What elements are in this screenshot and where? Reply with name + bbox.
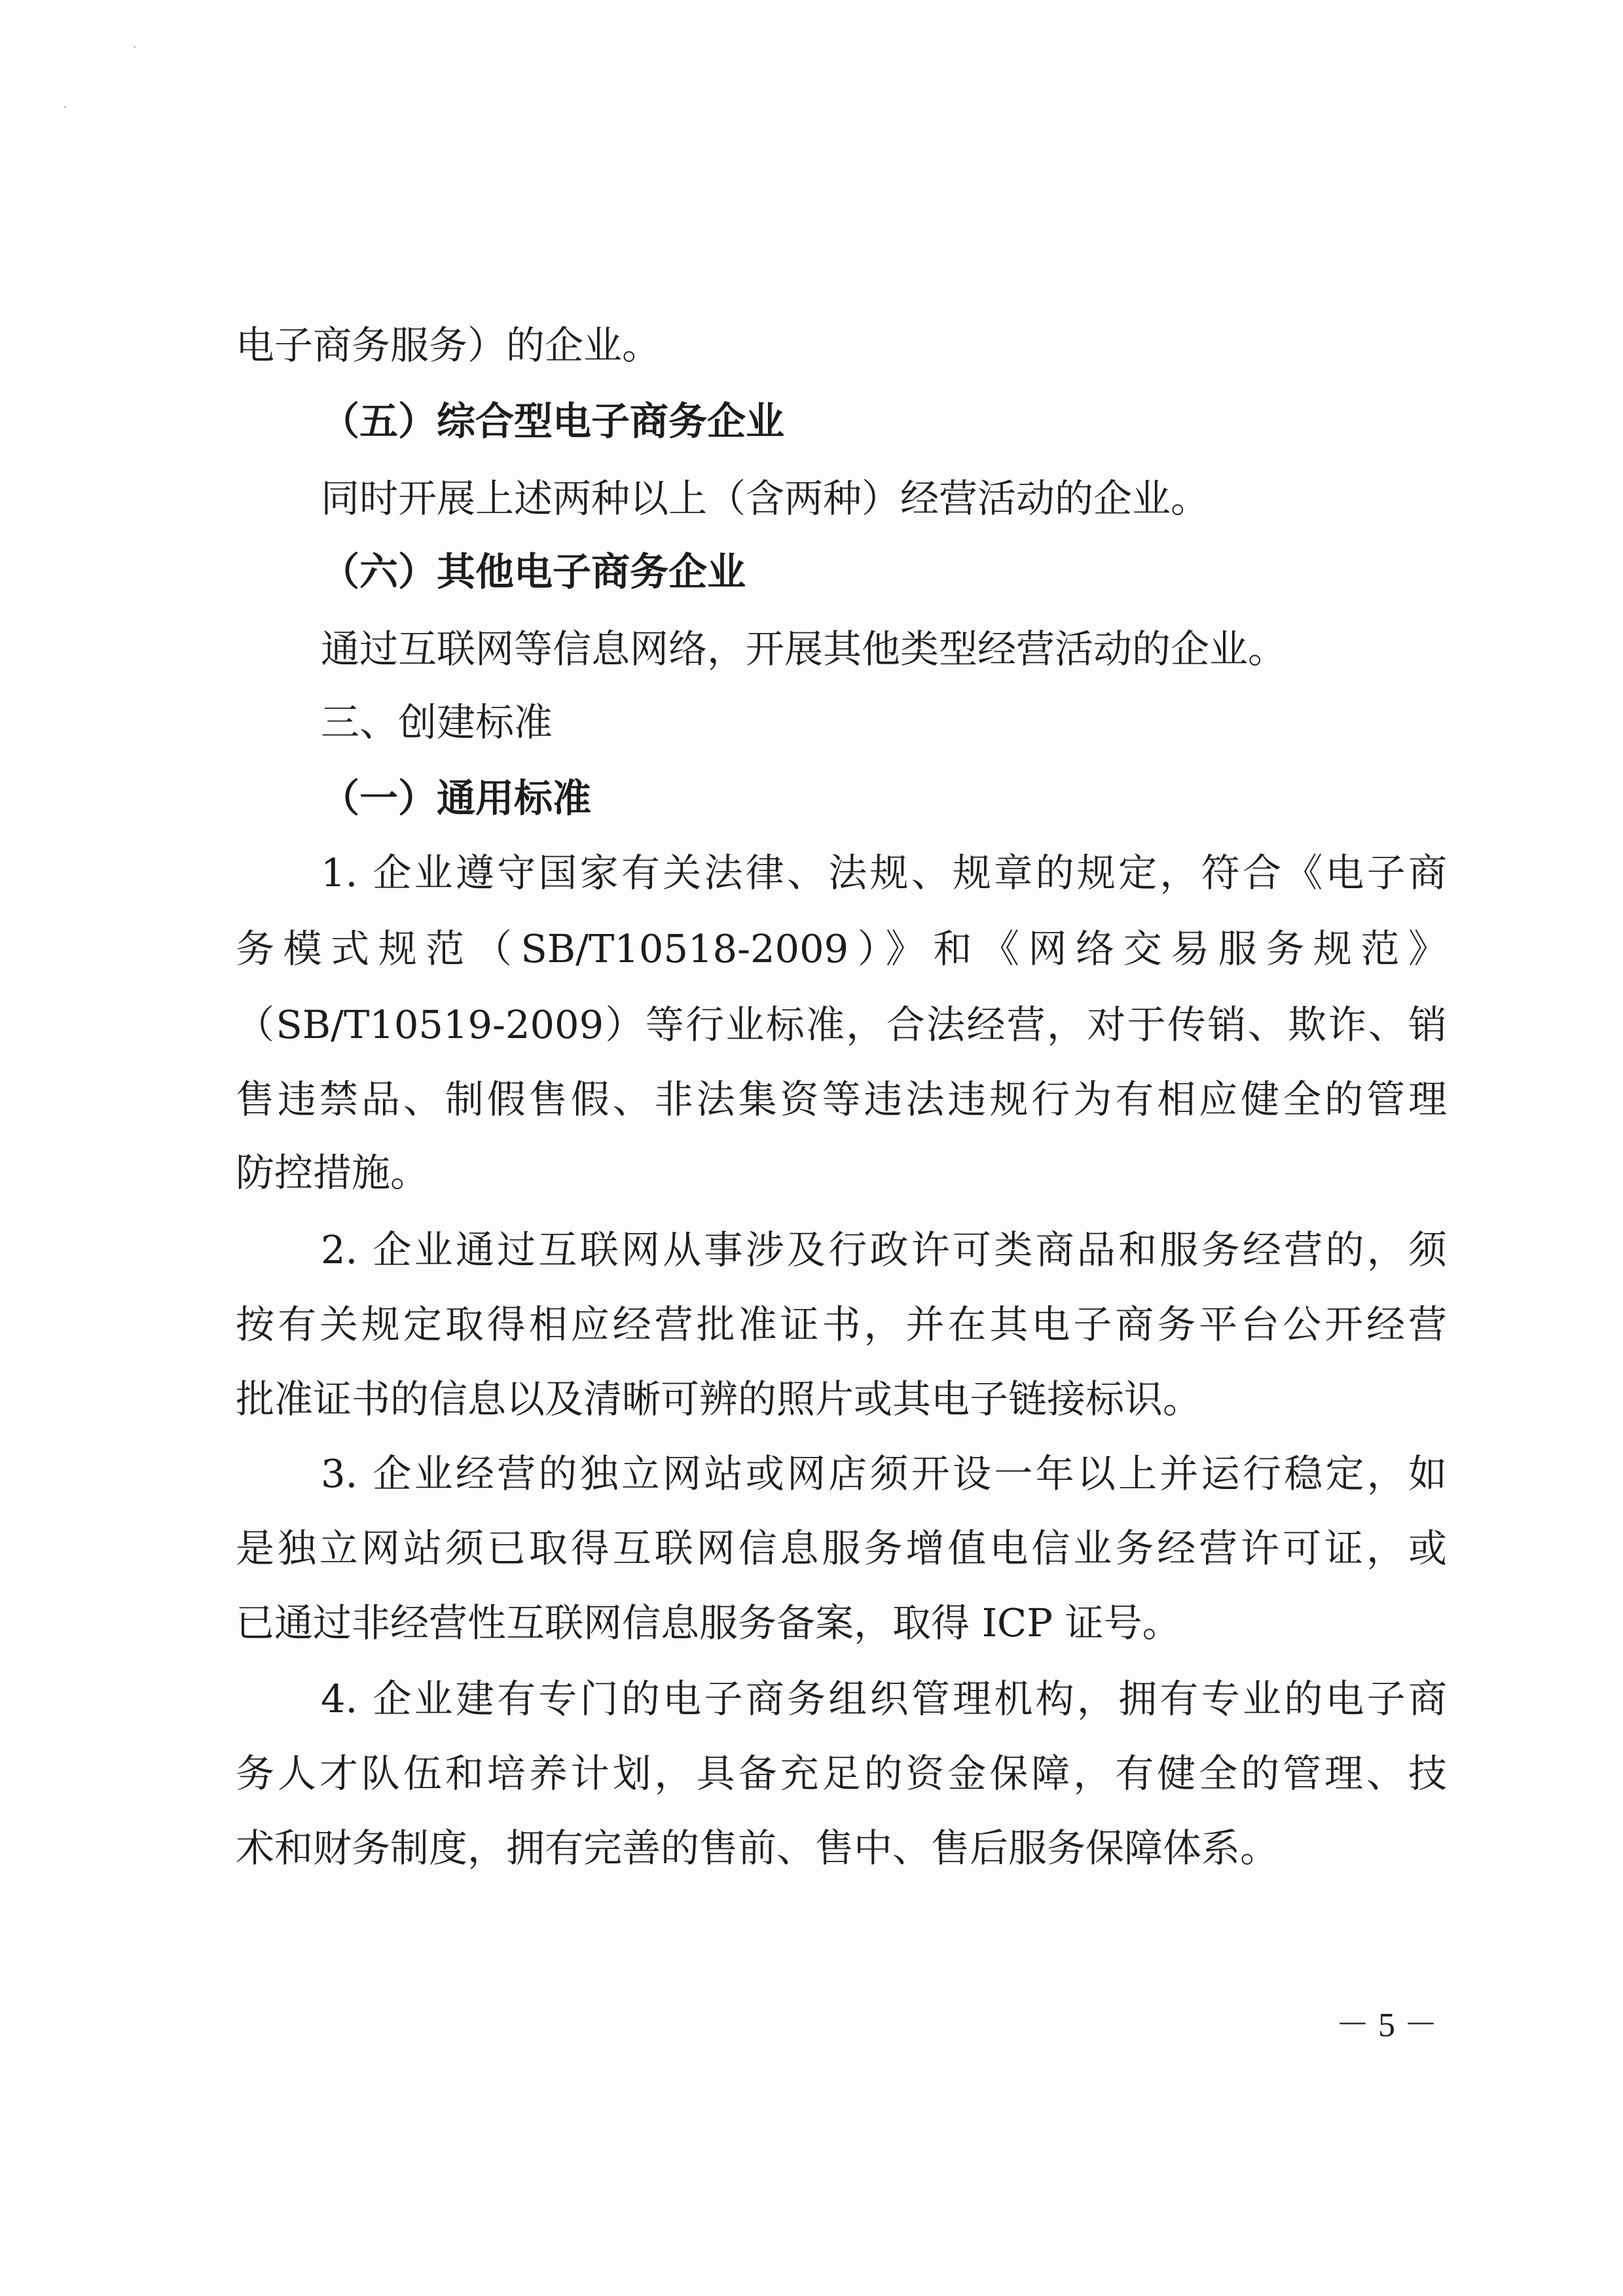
- scan-speck: [134, 46, 136, 48]
- section-heading: （六）其他电子商务企业: [321, 549, 746, 594]
- paragraph-line: （SB/T10519-2009）等行业标准，合法经营，对于传销、欺诈、销: [236, 1002, 1447, 1047]
- paragraph-line: 售违禁品、制假售假、非法集资等违法违规行为有相应健全的管理: [236, 1077, 1447, 1122]
- text-line: 通过互联网等信息网络，开展其他类型经营活动的企业。: [321, 626, 1287, 672]
- paragraph-line: 批准证书的信息以及清晰可辨的照片或其电子链接标识。: [236, 1376, 1202, 1422]
- paragraph-line: 1. 企业遵守国家有关法律、法规、规章的规定，符合《电子商: [321, 850, 1447, 895]
- paragraph-line: 已通过非经营性互联网信息服务备案，取得 ICP 证号。: [236, 1600, 1181, 1645]
- paragraph-line: 4. 企业建有专门的电子商务组织管理机构，拥有专业的电子商: [321, 1676, 1447, 1721]
- paragraph-line: 按有关规定取得相应经营批准证书，并在其电子商务平台公开经营: [236, 1302, 1447, 1347]
- paragraph-line: 防控措施。: [236, 1150, 429, 1195]
- paragraph-line: 务模式规范（SB/T10518-2009）》和《网络交易服务规范》: [236, 926, 1447, 971]
- paragraph-line: 术和财务制度，拥有完善的售前、售中、售后服务保障体系。: [236, 1825, 1279, 1871]
- chapter-heading: 三、创建标准: [321, 700, 553, 745]
- paragraph-line: 3. 企业经营的独立网站或网店须开设一年以上并运行稳定，如: [321, 1451, 1447, 1496]
- section-heading: （五）综合型电子商务企业: [321, 399, 785, 444]
- section-heading: （一）通用标准: [321, 776, 592, 821]
- page-number: － 5 －: [1336, 2007, 1438, 2044]
- paragraph-line: 务人才队伍和培养计划，具备充足的资金保障，有健全的管理、技: [236, 1751, 1447, 1796]
- paragraph-line: 是独立网站须已取得互联网信息服务增值电信业务经营许可证，或: [236, 1526, 1447, 1571]
- text-line: 同时开展上述两种以上（含两种）经营活动的企业。: [321, 476, 1210, 521]
- text-line: 电子商务服务）的企业。: [236, 323, 661, 368]
- paragraph-line: 2. 企业通过互联网从事涉及行政许可类商品和服务经营的，须: [321, 1227, 1447, 1272]
- scan-speck: [64, 106, 66, 108]
